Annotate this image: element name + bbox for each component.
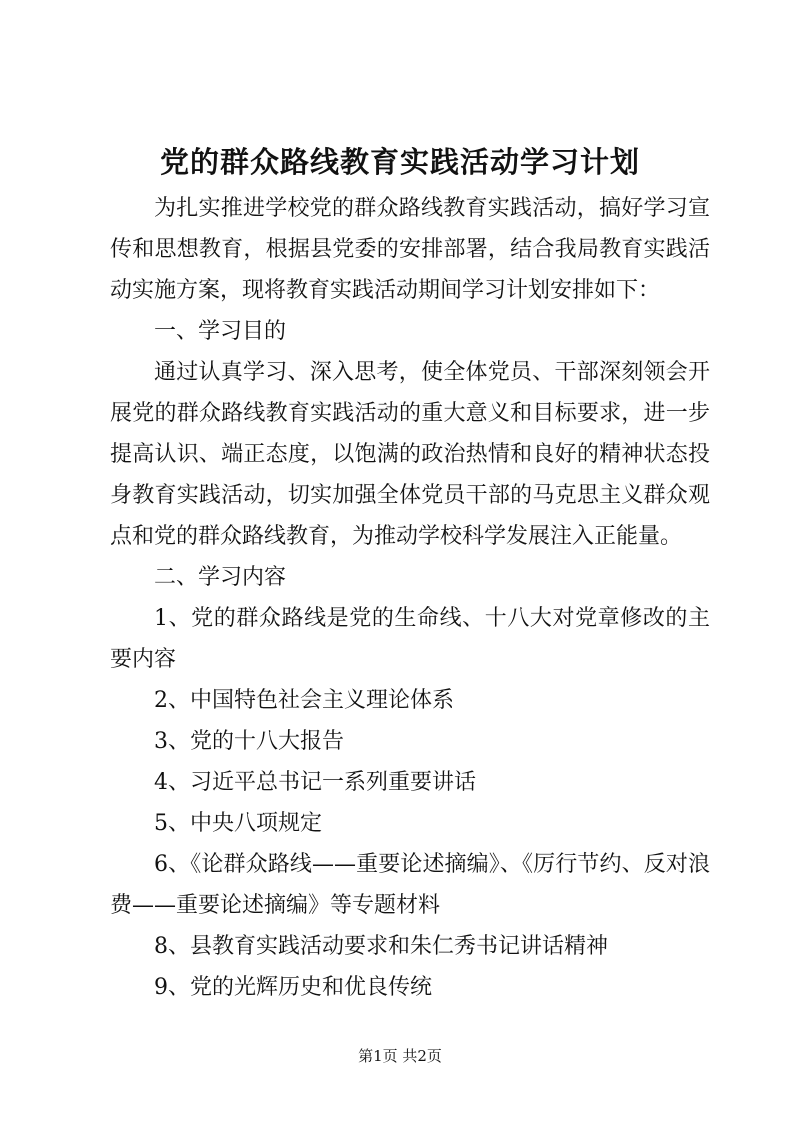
list-item: 3、党的十八大报告 xyxy=(154,729,344,754)
page-footer: 第1页 共2页 xyxy=(358,1047,442,1065)
list-item: 1、党的群众路线是党的生命线、十八大对党章修改的主要内容 xyxy=(110,606,710,672)
section-heading-content: 二、学习内容 xyxy=(154,565,287,590)
section-heading-purpose: 一、学习目的 xyxy=(154,319,287,344)
document-body xyxy=(110,188,710,1008)
list-item: 9、党的光辉历史和优良传统 xyxy=(154,975,432,1000)
document-title: 党的群众路线教育实践活动学习计划 xyxy=(159,145,640,179)
list-item: 2、中国特色社会主义理论体系 xyxy=(154,688,454,713)
list-item: 5、中央八项规定 xyxy=(154,811,322,836)
list-item: 4、习近平总书记一系列重要讲话 xyxy=(154,770,476,795)
list-item: 6、《论群众路线——重要论述摘编》、《厉行节约、反对浪费——重要论述摘编》等专题材料 xyxy=(110,852,710,918)
intro-paragraph: 为扎实推进学校党的群众路线教育实践活动，搞好学习宣传和思想教育，根据县党委的安排部署，结合我局教育实践活动实施方案，现将教育实践活动期间学习计划安排如下： xyxy=(110,196,710,303)
purpose-paragraph: 通过认真学习、深入思考，使全体党员、干部深刻领会开展党的群众路线教育实践活动的重大意义和目标要求，进一步提高认识、端正态度，以饱满的政治热情和良好的精神状态投身教育实践活动，切实加强全体党员干部的马克思主义群众观点和党的群众路线教育，为推动学校科学发展注入正能量。 xyxy=(110,360,710,549)
list-item: 8、县教育实践活动要求和朱仁秀书记讲话精神 xyxy=(154,934,608,959)
